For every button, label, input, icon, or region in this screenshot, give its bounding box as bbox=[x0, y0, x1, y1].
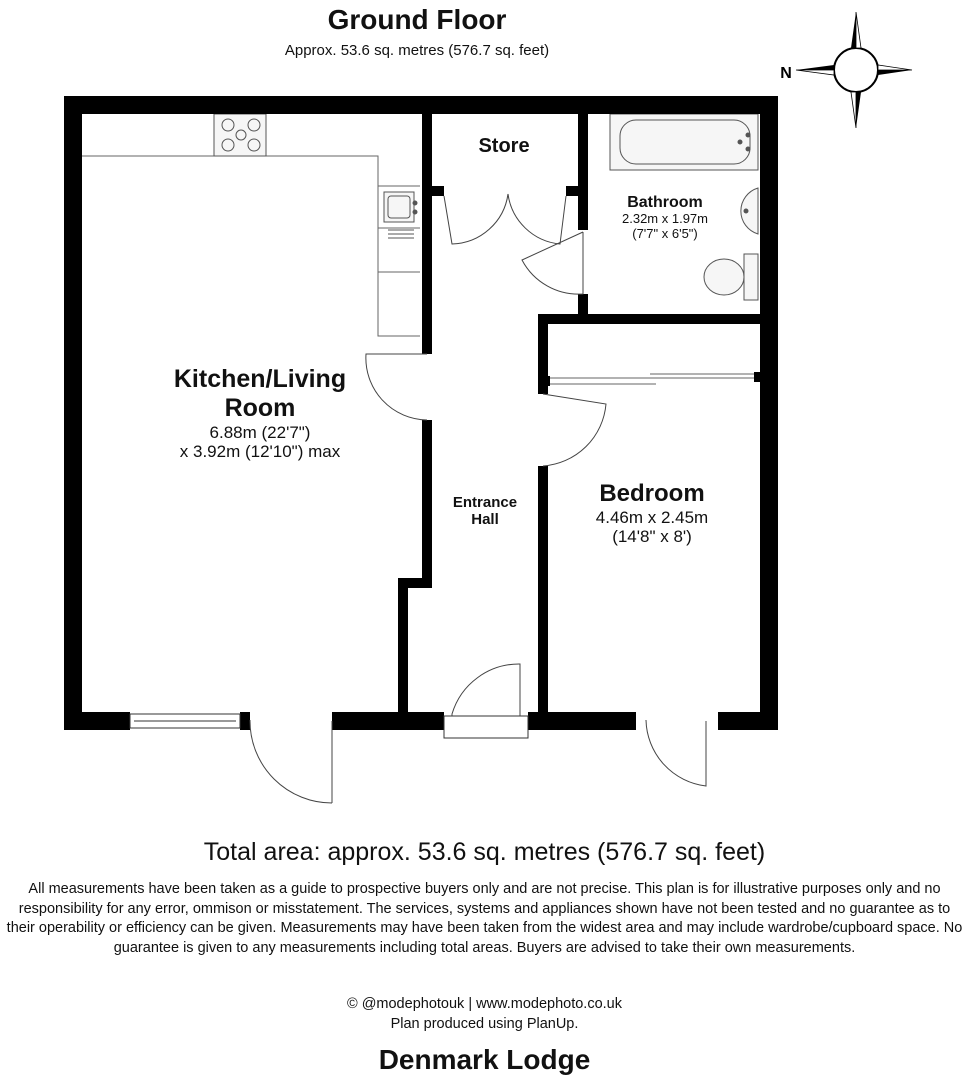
credit-block bbox=[0, 995, 969, 1034]
washbasin-icon bbox=[741, 188, 758, 234]
window bbox=[130, 714, 240, 728]
total-area: Total area: approx. 53.6 sq. metres (576.7 sq. feet) bbox=[203, 838, 766, 866]
bathroom-dimension1: 2.32m x 1.97m bbox=[622, 211, 708, 227]
kitchen-dimension2: x 3.92m (12'10") max bbox=[179, 442, 341, 462]
bedroom-dimension1: 4.46m x 2.45m bbox=[595, 507, 709, 527]
kitchen-name-line2: Room bbox=[224, 393, 296, 422]
bedroom-name: Bedroom bbox=[599, 480, 705, 507]
kitchen-name-line1: Kitchen/Living bbox=[173, 365, 347, 393]
store-label: Store bbox=[478, 135, 530, 157]
sink-icon bbox=[384, 192, 417, 238]
hall-name-line1: Entrance bbox=[452, 494, 518, 511]
hob-icon bbox=[214, 114, 266, 156]
planup-line: Plan produced using PlanUp. bbox=[390, 1015, 579, 1032]
credit-line: © @modephotouk | www.modephoto.co.uk bbox=[346, 996, 622, 1012]
north-letter: N bbox=[780, 65, 792, 82]
bathroom-name: Bathroom bbox=[627, 194, 703, 211]
disclaimer-text: All measurements have been taken as a guide to prospective buyers only and are not precise. This plan is for illustrative purposes only and no responsibility for any error, ommison or misstatement. The services, systems and appliances shown have not been tested and no guarantee as to their operability or efficiency can be given. Measurements may have been taken from the widest area and may include wardrobe/cupboard space. No guarantee is given to any measurements including total areas. Buyers are advised to take their own measurements. bbox=[6, 881, 963, 956]
property-name: Denmark Lodge bbox=[378, 1044, 591, 1075]
kitchen-counter bbox=[82, 156, 420, 336]
kitchen-label bbox=[120, 365, 400, 462]
hall-label bbox=[432, 494, 538, 529]
compass-rose-icon bbox=[796, 12, 912, 128]
floor-title: Ground Floor bbox=[327, 4, 507, 35]
bedroom-wardrobe bbox=[548, 374, 758, 384]
bedroom-dimension2: (14'8" x 8') bbox=[612, 527, 692, 547]
hall-name-line2: Hall bbox=[471, 511, 499, 529]
entrance-threshold bbox=[444, 716, 528, 738]
kitchen-dimension1: 6.88m (22'7") bbox=[209, 422, 311, 442]
bathroom-dimension2: (7'7" x 6'5") bbox=[632, 226, 698, 242]
bathtub-icon bbox=[610, 114, 758, 170]
floor-area-subtitle: Approx. 53.6 sq. metres (576.7 sq. feet) bbox=[284, 42, 550, 59]
toilet-icon bbox=[704, 254, 758, 300]
bedroom-label bbox=[554, 480, 750, 547]
bathroom-label bbox=[592, 194, 738, 242]
